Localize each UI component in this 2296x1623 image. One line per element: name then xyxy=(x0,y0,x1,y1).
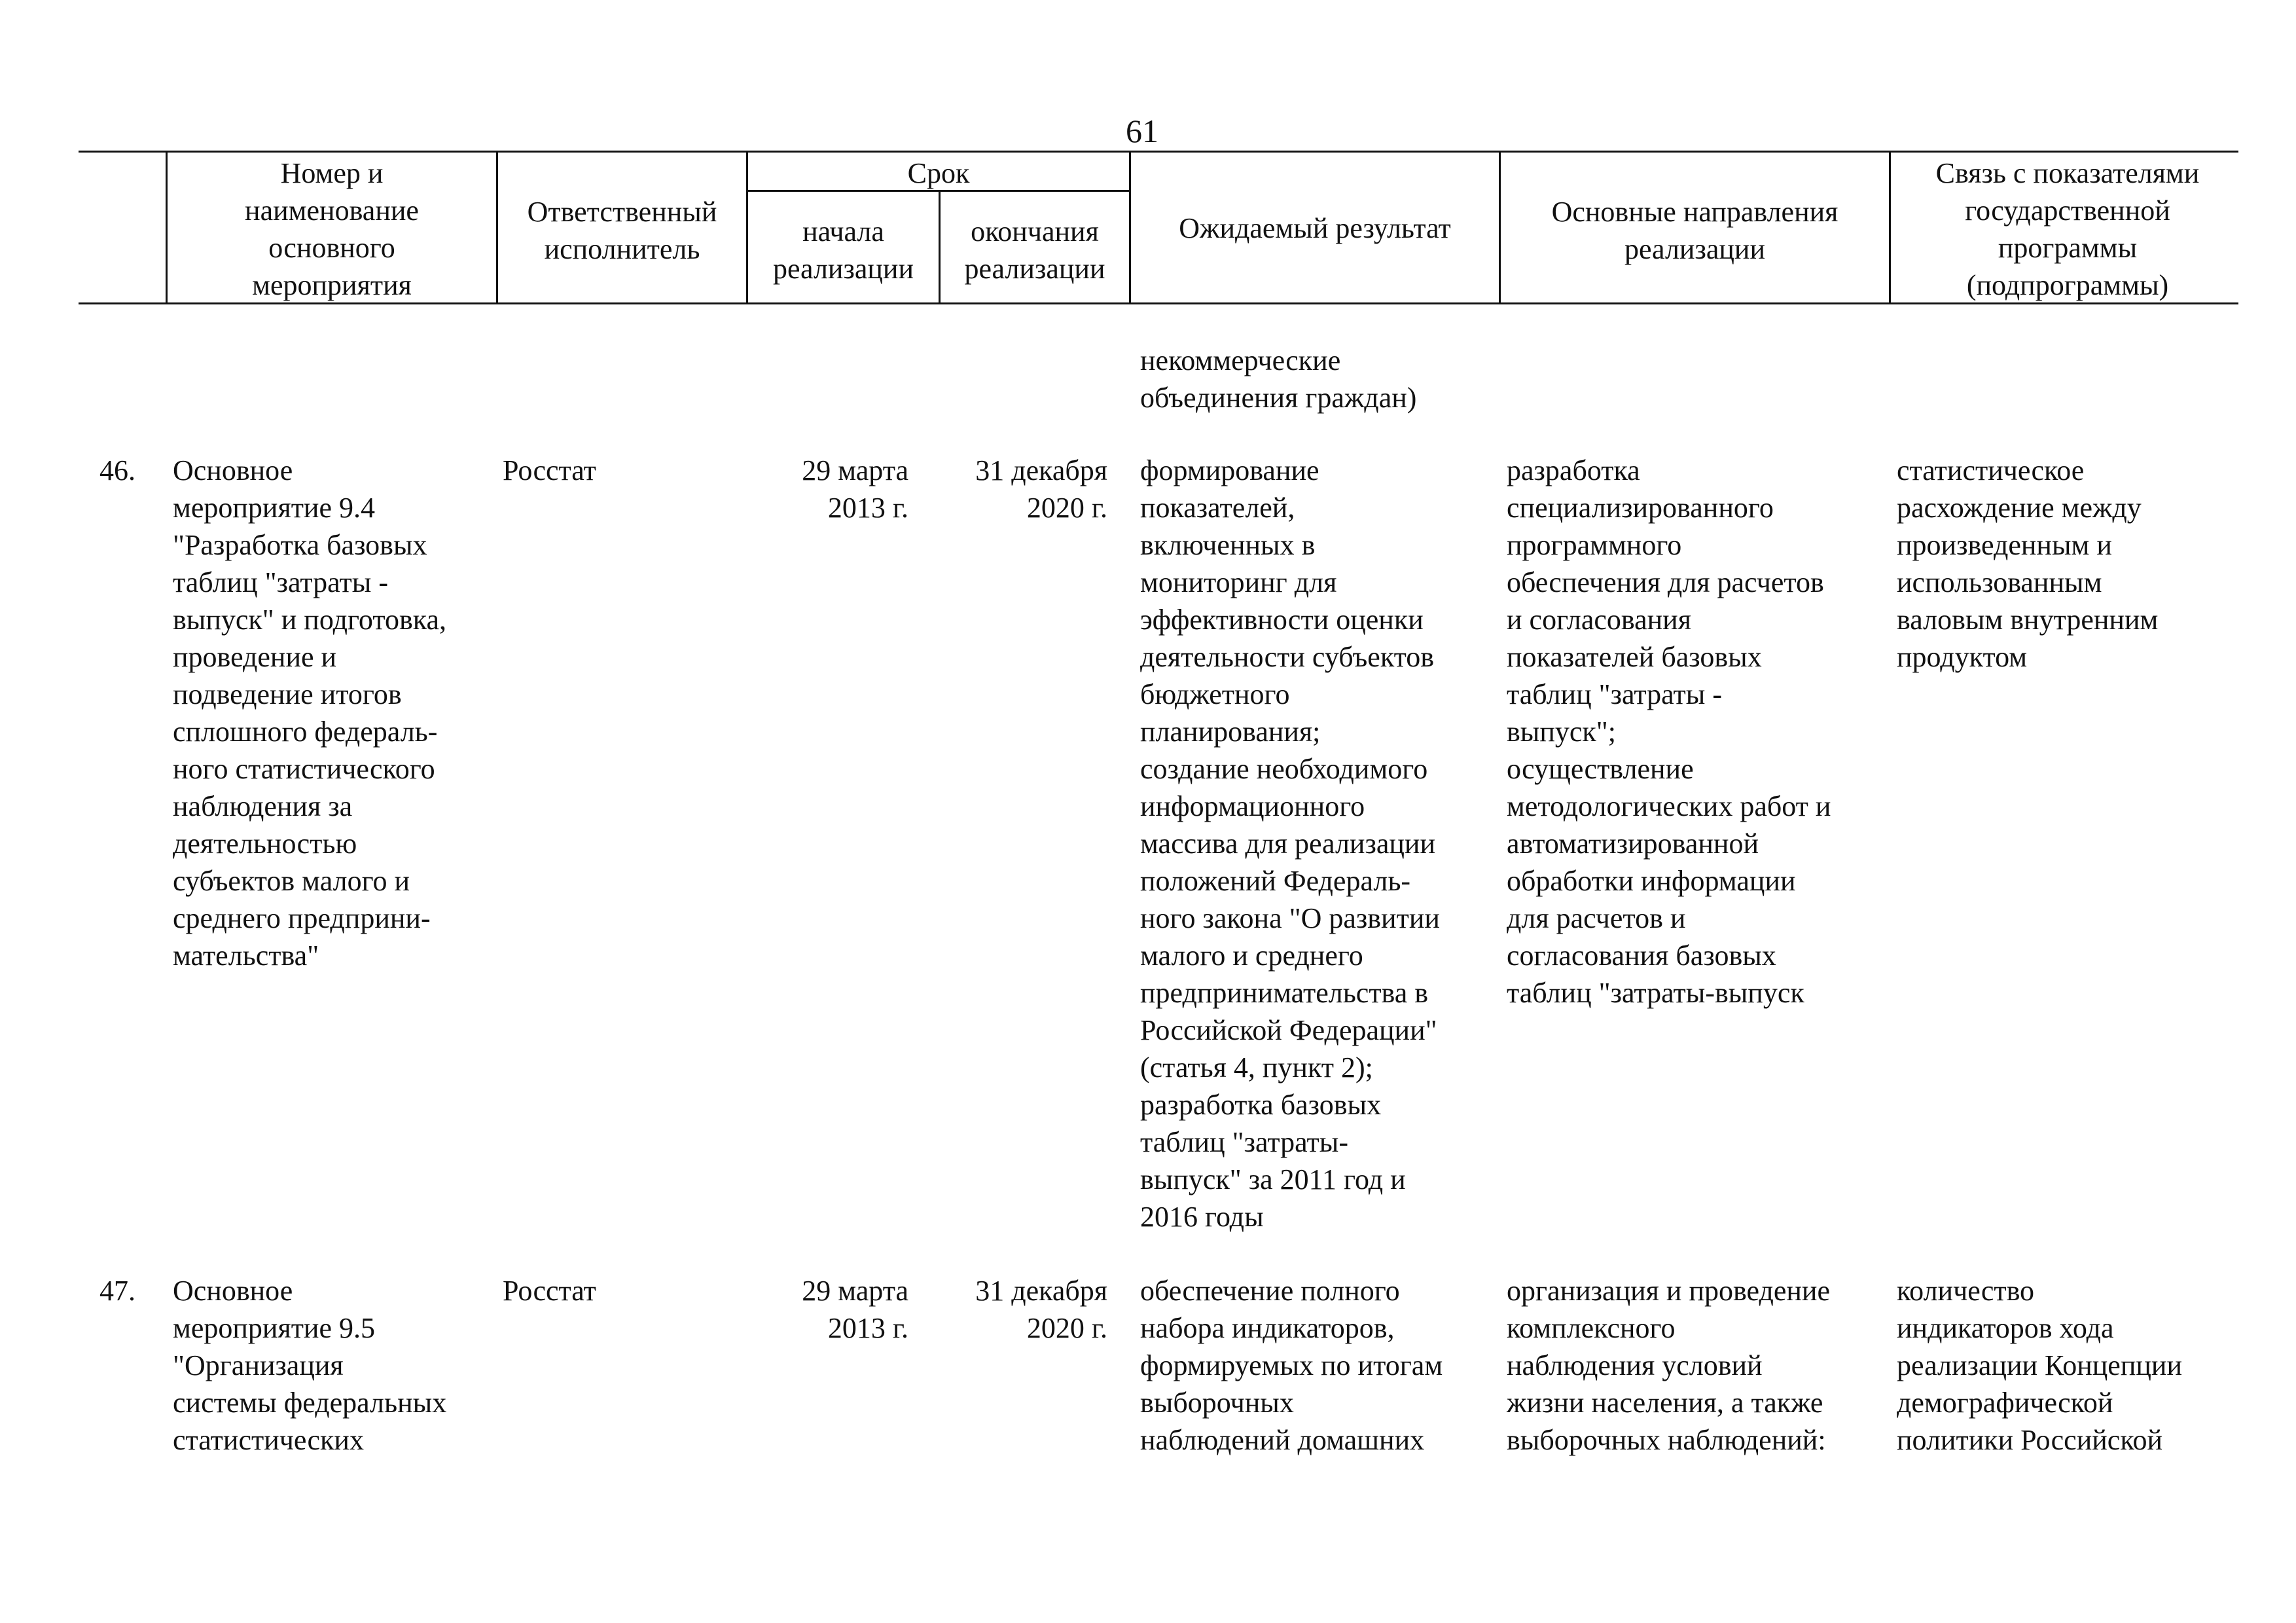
row-47-directions: организация и проведение комплексного наблюдения условий жизни населения, а также выборочных наблюдений: xyxy=(1507,1275,1831,1456)
row-46-start: 29 марта 2013 г. xyxy=(802,454,908,524)
header-term: Срок xyxy=(907,157,970,189)
row-46-link: статистическое расхождение между произведенным и использованным валовым внутренним продуктом xyxy=(1897,454,2159,673)
row-46-end: 31 декабря 2020 г. xyxy=(975,454,1107,524)
row-46-result: формирование показателей, включенных в мониторинг для эффективности оценки деятельности субъектов бюджетного планирования; создание необходимого информационного массива для реализации положений Федераль- ного закона "О развитии малого и среднего предпринимательства в Российской Федерации" (статья 4, пункт 2); разработка базовых таблиц "затраты- выпуск" за 2011 год и 2016 годы xyxy=(1140,454,1440,1233)
header-end: окончания реализации xyxy=(964,215,1105,285)
header-name: Номер и наименование основного мероприятия xyxy=(245,157,419,301)
row-47-link: количество индикаторов хода реализации Концепции демографической политики Российской xyxy=(1897,1275,2183,1456)
row-47-number: 47. xyxy=(99,1275,135,1307)
row-47-result: обеспечение полного набора индикаторов, формируемых по итогам выборочных наблюдений домашних xyxy=(1140,1275,1443,1456)
row-46-executor: Росстат xyxy=(503,454,596,486)
page-number: 61 xyxy=(1126,113,1158,149)
header-start: начала реализации xyxy=(772,215,914,285)
header-executor: Ответственный исполнитель xyxy=(527,196,717,265)
header-result: Ожидаемый результат xyxy=(1179,212,1451,244)
row-47-name: Основное мероприятие 9.5 "Организация системы федеральных статистических xyxy=(173,1275,447,1456)
header-link: Связь с показателями государственной программы (подпрограммы) xyxy=(1935,157,2200,301)
row-47-executor: Росстат xyxy=(503,1275,596,1307)
continuation-result: некоммерческие объединения граждан) xyxy=(1140,344,1417,414)
row-46-name: Основное мероприятие 9.4 "Разработка базовых таблиц "затраты - выпуск" и подготовка, проведение и подведение итогов сплошного федераль- ного статистического наблюдения за деятельностью субъектов малого и среднего предприни- мательства" xyxy=(173,454,446,972)
row-47-start: 29 марта 2013 г. xyxy=(802,1275,908,1344)
row-46-number: 46. xyxy=(99,454,135,486)
row-46-directions: разработка специализированного программного обеспечения для расчетов и согласования показателей базовых таблиц "затраты - выпуск"; осуществление методологических работ и автоматизированной обработки информации для расчетов и согласования базовых таблиц "затраты-выпуск xyxy=(1507,454,1831,1009)
header-directions: Основные направления реализации xyxy=(1551,196,1839,265)
table-top-rule xyxy=(79,151,2238,153)
row-47-end: 31 декабря 2020 г. xyxy=(975,1275,1107,1344)
